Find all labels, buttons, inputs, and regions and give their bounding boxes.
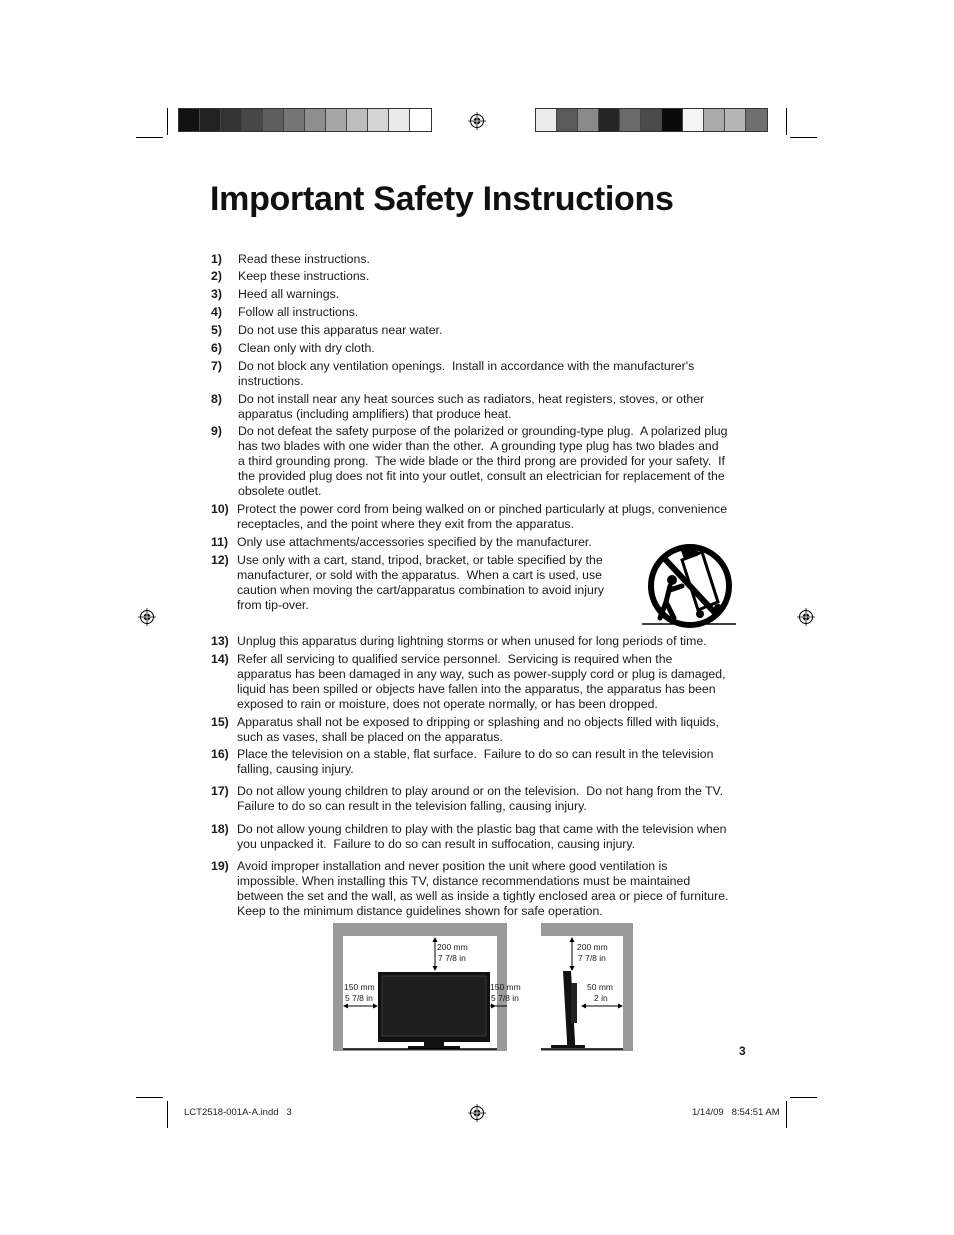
list-item-text bbox=[238, 341, 375, 356]
color-swatch bbox=[599, 109, 620, 131]
front-top-clearance-mm: 200 mm bbox=[437, 942, 468, 952]
color-swatch bbox=[536, 109, 557, 131]
list-item-text bbox=[237, 502, 727, 532]
list-item-line: Do not block any ventilation openings. Install in accordance with the manufacturer's bbox=[238, 359, 695, 373]
list-item-line: falling, causing injury. bbox=[237, 762, 354, 776]
list-item-line: Keep these instructions. bbox=[238, 269, 370, 283]
list-item-number: 9) bbox=[211, 424, 222, 438]
crop-mark bbox=[786, 1101, 787, 1128]
list-item-line: liquid has been spilled or objects have fallen into the apparatus, the apparatus has been bbox=[237, 682, 716, 696]
list-item-number: 3) bbox=[211, 287, 222, 301]
front-left-clearance-in: 5 7/8 in bbox=[345, 993, 373, 1003]
color-swatch bbox=[200, 109, 221, 131]
list-item-text bbox=[238, 392, 704, 422]
list-item-line: between the set and the wall, as well as inside a tightly enclosed area or piece of furniture. bbox=[237, 889, 729, 903]
color-calibration-bar-left bbox=[178, 108, 432, 132]
side-back-clearance-mm: 50 mm bbox=[587, 982, 613, 992]
color-swatch bbox=[620, 109, 641, 131]
list-item-number: 7) bbox=[211, 359, 222, 373]
side-top-clearance-mm: 200 mm bbox=[577, 942, 608, 952]
color-swatch bbox=[263, 109, 284, 131]
list-item-line: Read these instructions. bbox=[238, 252, 370, 266]
list-item-number: 15) bbox=[211, 715, 229, 729]
list-item-number: 4) bbox=[211, 305, 222, 319]
list-item-line: Follow all instructions. bbox=[238, 305, 359, 319]
color-swatch bbox=[179, 109, 200, 131]
cart-tip-over-warning-icon bbox=[638, 540, 740, 628]
list-item-number: 17) bbox=[211, 784, 229, 798]
list-item-text bbox=[238, 305, 358, 320]
color-swatch bbox=[389, 109, 410, 131]
color-swatch bbox=[410, 109, 431, 131]
list-item-line: Avoid improper installation and never position the unit where good ventilation is bbox=[237, 859, 668, 873]
list-item-number: 1) bbox=[211, 252, 222, 266]
list-item-line: receptacles, and the point where they exit from the apparatus. bbox=[237, 517, 574, 531]
list-item-text bbox=[238, 323, 442, 338]
list-item-number: 19) bbox=[211, 859, 229, 873]
registration-mark-icon bbox=[468, 1104, 486, 1122]
list-item-line: Do not use this apparatus near water. bbox=[238, 323, 443, 337]
list-item-line: the provided plug does not fit into your outlet, consult an electrician for replacement of the bbox=[238, 469, 725, 483]
color-swatch bbox=[347, 109, 368, 131]
color-swatch bbox=[368, 109, 389, 131]
list-item-line: has two blades with one wider than the other. A grounding type plug has two blades and bbox=[238, 439, 719, 453]
list-item-line: Do not allow young children to play with the plastic bag that came with the television when bbox=[237, 822, 727, 836]
list-item-line: Failure to do so can result in the television falling, causing injury. bbox=[237, 799, 587, 813]
crop-mark bbox=[136, 1097, 163, 1098]
front-right-clearance-mm: 150 mm bbox=[490, 982, 521, 992]
list-item-line: instructions. bbox=[238, 374, 304, 388]
list-item-line: Keep to the minimum distance guidelines shown for safe operation. bbox=[237, 904, 603, 918]
color-swatch bbox=[326, 109, 347, 131]
list-item-number: 2) bbox=[211, 269, 222, 283]
list-item-line: Use only with a cart, stand, tripod, bracket, or table specified by the bbox=[237, 553, 603, 567]
list-item-number: 12) bbox=[211, 553, 229, 567]
registration-mark-icon bbox=[797, 608, 815, 626]
list-item-text bbox=[238, 287, 339, 302]
front-top-clearance-in: 7 7/8 in bbox=[438, 953, 466, 963]
side-back-clearance-in: 2 in bbox=[594, 993, 608, 1003]
crop-mark bbox=[790, 1097, 817, 1098]
page-title: Important Safety Instructions bbox=[210, 180, 674, 218]
list-item-text bbox=[237, 859, 728, 919]
list-item-line: obsolete outlet. bbox=[238, 484, 322, 498]
color-calibration-bar-right bbox=[535, 108, 768, 132]
list-item-number: 8) bbox=[211, 392, 222, 406]
list-item-text bbox=[237, 822, 726, 852]
front-left-clearance-mm: 150 mm bbox=[344, 982, 375, 992]
color-swatch bbox=[578, 109, 599, 131]
list-item-line: apparatus has been damaged in any way, such as power-supply cord or plug is damaged, bbox=[237, 667, 726, 681]
list-item-text bbox=[237, 553, 604, 613]
list-item-text bbox=[237, 747, 713, 777]
crop-mark bbox=[167, 1101, 168, 1128]
list-item-line: Clean only with dry cloth. bbox=[238, 341, 375, 355]
list-item-text bbox=[238, 269, 369, 284]
color-swatch bbox=[221, 109, 242, 131]
list-item-line: Protect the power cord from being walked on or pinched particularly at plugs, convenience bbox=[237, 502, 728, 516]
footer-filename: LCT2518-001A-A.indd 3 bbox=[184, 1107, 292, 1118]
list-item-text bbox=[238, 252, 370, 267]
color-swatch bbox=[284, 109, 305, 131]
list-item-line: impossible. When installing this TV, distance recommendations must be maintained bbox=[237, 874, 691, 888]
color-swatch bbox=[557, 109, 578, 131]
crop-mark bbox=[167, 108, 168, 135]
crop-mark bbox=[136, 137, 163, 138]
color-swatch bbox=[704, 109, 725, 131]
list-item-text bbox=[237, 652, 726, 712]
list-item-text bbox=[238, 359, 694, 389]
color-swatch bbox=[746, 109, 767, 131]
list-item-text bbox=[237, 784, 723, 814]
list-item-number: 11) bbox=[211, 535, 229, 549]
list-item-line: Do not defeat the safety purpose of the polarized or grounding-type plug. A polarized plug bbox=[238, 424, 728, 438]
list-item-line: you unpacked it. Failure to do so can result in suffocation, causing injury. bbox=[237, 837, 636, 851]
registration-mark-icon bbox=[468, 112, 486, 130]
crop-mark bbox=[786, 108, 787, 135]
list-item-text bbox=[237, 715, 719, 745]
list-item-line: caution when moving the cart/apparatus combination to avoid injury bbox=[237, 583, 605, 597]
list-item-line: such as vases, shall be placed on the apparatus. bbox=[237, 730, 503, 744]
color-swatch bbox=[662, 109, 683, 131]
list-item-number: 14) bbox=[211, 652, 229, 666]
color-swatch bbox=[242, 109, 263, 131]
list-item-line: Heed all warnings. bbox=[238, 287, 340, 301]
list-item-number: 6) bbox=[211, 341, 222, 355]
list-item-number: 16) bbox=[211, 747, 229, 761]
front-right-clearance-in: 5 7/8 in bbox=[491, 993, 519, 1003]
list-item-number: 18) bbox=[211, 822, 229, 836]
list-item-line: Do not install near any heat sources such as radiators, heat registers, stoves, or other bbox=[238, 392, 705, 406]
footer-timestamp: 1/14/09 8:54:51 AM bbox=[692, 1107, 780, 1118]
list-item-line: a third grounding prong. The wide blade or the third prong are provided for your safety. If bbox=[238, 454, 725, 468]
list-item-line: exposed to rain or moisture, does not operate normally, or has been dropped. bbox=[237, 697, 658, 711]
list-item-line: Refer all servicing to qualified service personnel. Servicing is required when the bbox=[237, 652, 673, 666]
list-item-number: 5) bbox=[211, 323, 222, 337]
list-item-line: from tip-over. bbox=[237, 598, 309, 612]
registration-mark-icon bbox=[138, 608, 156, 626]
list-item-line: Apparatus shall not be exposed to dripping or splashing and no objects filled with liquids, bbox=[237, 715, 719, 729]
side-top-clearance-in: 7 7/8 in bbox=[578, 953, 606, 963]
list-item-text bbox=[238, 424, 727, 499]
list-item-line: manufacturer, or sold with the apparatus. When a cart is used, use bbox=[237, 568, 602, 582]
color-swatch bbox=[641, 109, 662, 131]
color-swatch bbox=[305, 109, 326, 131]
page-number: 3 bbox=[739, 1044, 746, 1058]
list-item-number: 10) bbox=[211, 502, 229, 516]
list-item-line: Place the television on a stable, flat surface. Failure to do so can result in the television bbox=[237, 747, 714, 761]
list-item-line: Do not allow young children to play around or on the television. Do not hang from the TV. bbox=[237, 784, 724, 798]
list-item-line: Only use attachments/accessories specified by the manufacturer. bbox=[237, 535, 592, 549]
color-swatch bbox=[683, 109, 704, 131]
list-item-line: Unplug this apparatus during lightning storms or when unused for long periods of time. bbox=[237, 634, 707, 648]
color-swatch bbox=[725, 109, 746, 131]
list-item-number: 13) bbox=[211, 634, 229, 648]
list-item-text bbox=[237, 535, 592, 550]
crop-mark bbox=[790, 137, 817, 138]
list-item-text bbox=[237, 634, 707, 649]
list-item-line: apparatus (including amplifiers) that produce heat. bbox=[238, 407, 512, 421]
